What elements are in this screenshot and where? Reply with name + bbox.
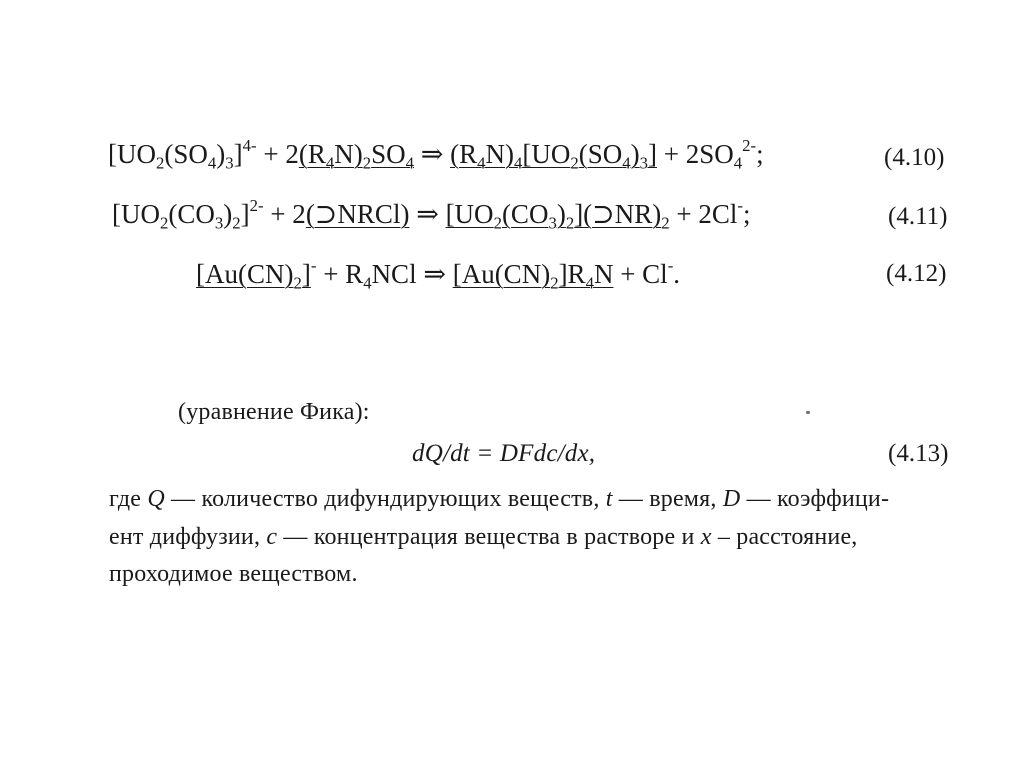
paragraph-line-1: где Q — количество дифундирующих веществ, t — время, D — коэффици- [109,486,890,512]
equation-4-12: $[Au(CN)_2]^- + R_4NCl$ ⇒ $[Au(CN)_2]R_4N + Cl^-$. [196,255,681,293]
equation-number-4-12: (4.12) [886,260,947,287]
equation-4-10: $[UO_2(SO_4)_3]^{4-} + 2(R_4N)_2SO_4$ ⇒ $(R_4N)_4[UO_2(SO_4)_3] + 2SO_4^{2-}$; [108,135,764,173]
equation-number-4-10: (4.10) [884,144,945,171]
equation-number-4-13: (4.13) [888,440,949,467]
paragraph-line-3: проходимое веществом. [109,561,358,587]
equation-number-4-11: (4.11) [888,203,948,230]
equation-4-11: $[UO_2(CO_3)_2]^{2-}$ + 2(⊃NRCl) ⇒ $[UO_2(CO_3)_2](⊃NR)_2 + 2Cl^-$; [112,195,751,233]
scan-speck [806,411,810,414]
paragraph-line-2: ент диффузии, c — концентрация вещества в растворе и x – расстояние, [109,524,858,550]
fick-formula: dQ/dt = DFdc/dx, [412,440,596,467]
fick-label: (уравнение Фика): [178,399,370,425]
